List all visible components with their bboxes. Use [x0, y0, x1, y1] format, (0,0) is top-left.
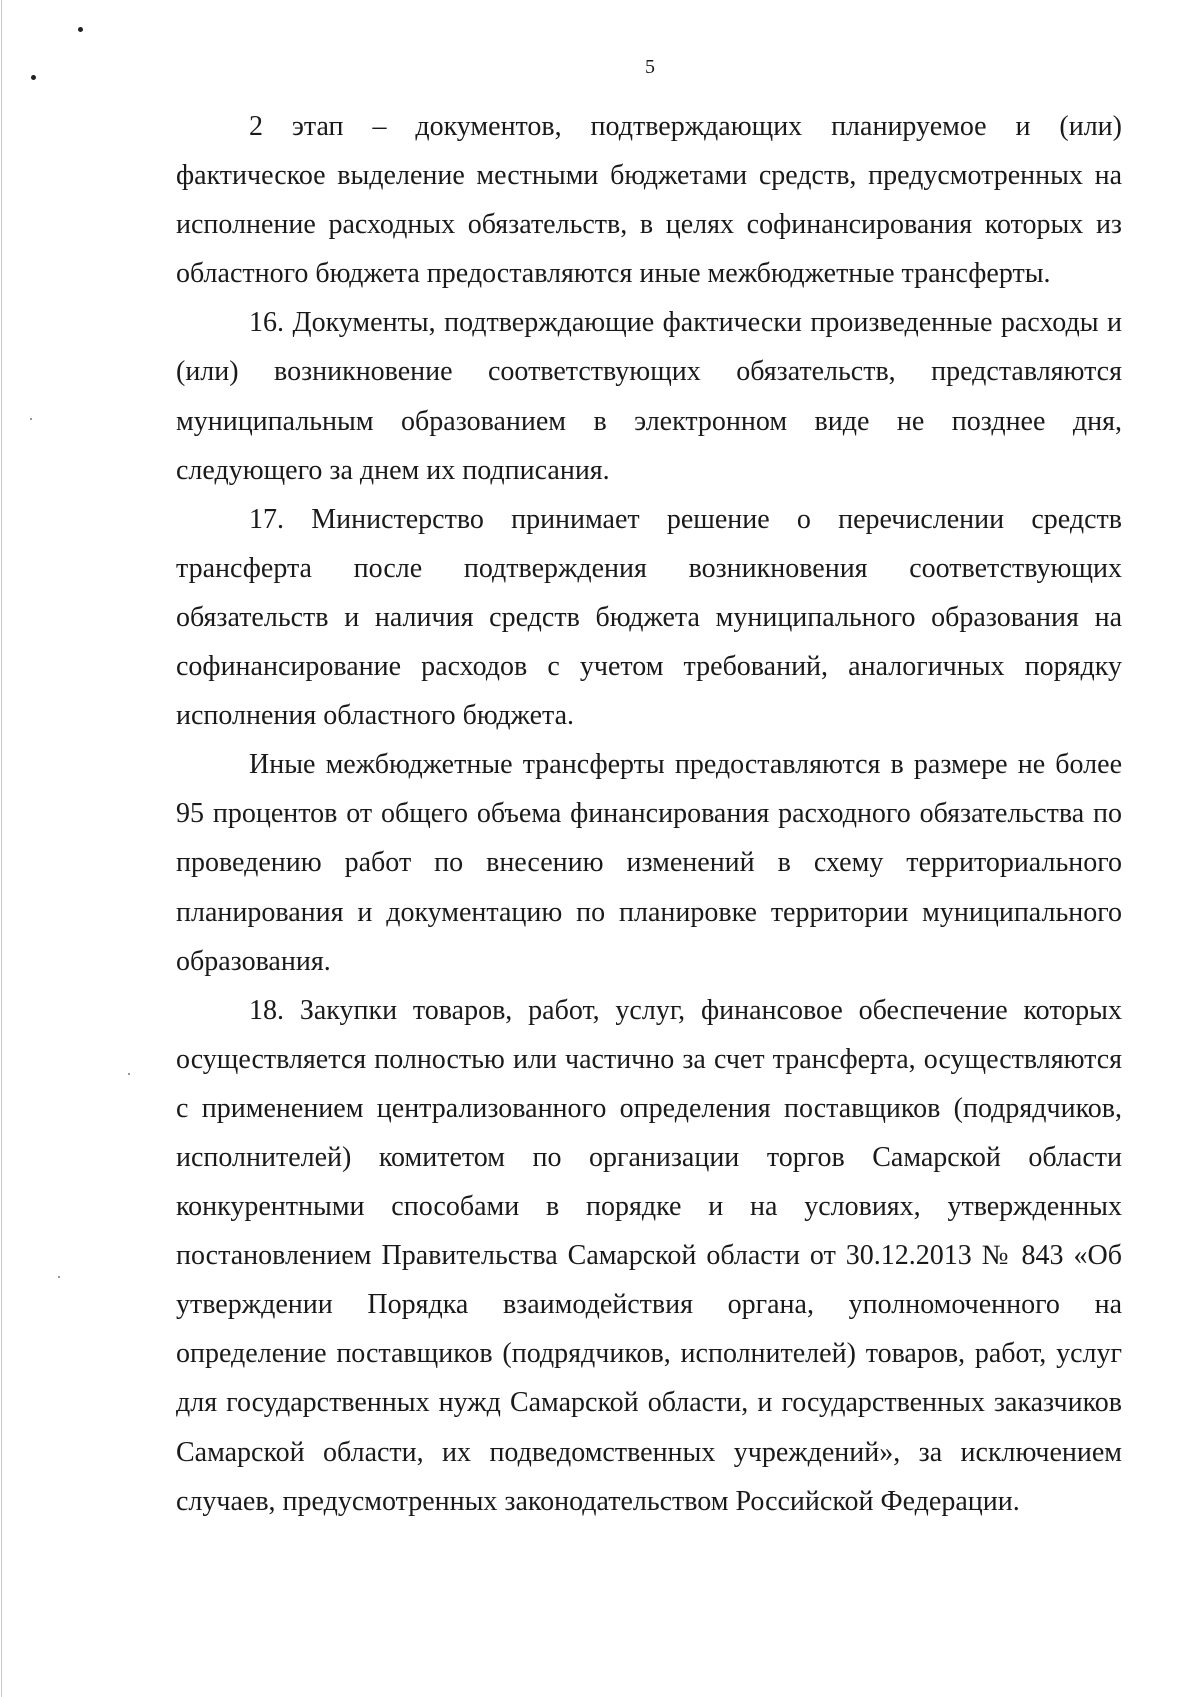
paragraph-stage-2: 2 этап – документов, подтверждающих планируемое и (или) фактическое выделение местными бюджетами средств, предусмотренных на исполнение расходных обязательств, в целях софинансирования которых из областного бюджета предоставляются иные межбюджетные трансферты.	[176, 111, 1122, 290]
paragraph-transfer-limit: Иные межбюджетные трансферты предоставляются в размере не более 95 процентов от общего объема финансирования расходного обязательства по проведению работ по внесению изменений в схему территориального планирования и документацию по планировке территории муниципального образования.	[176, 749, 1122, 977]
scan-edge-line	[1, 0, 2, 1697]
page-number: 5	[645, 56, 655, 78]
paragraph-18: 18. Закупки товаров, работ, услуг, финансовое обеспечение которых осуществляется полностью или частично за счет трансферта, осуществляются с применением централизованного определения поставщиков (подрядчиков, исполнителей) комитетом по организации торгов Самарской области конкурентными способами в порядке и на условиях, утвержденных постановлением Правительства Самарской области от 30.12.2013 № 843 «Об утверждении Порядка взаимодействия органа, уполномоченного на определение поставщиков (подрядчиков, исполнителей) товаров, работ, услуг для государственных нужд Самарской области, и государственных заказчиков Самарской области, их подведомственных учреждений», за исключением случаев, предусмотренных законодательством Российской Федерации.	[176, 994, 1122, 1517]
paragraph-16: 16. Документы, подтверждающие фактически произведенные расходы и (или) возникновение соответствующих обязательств, представляются муниципальным образованием в электронном виде не позднее дня, следующего за днем их подписания.	[176, 307, 1122, 486]
scan-speck	[78, 27, 83, 32]
scan-speck	[58, 1276, 60, 1278]
scan-speck	[128, 1073, 130, 1075]
document-body	[176, 102, 1122, 1526]
paragraph-17: 17. Министерство принимает решение о перечислении средств трансферта после подтверждения возникновения соответствующих обязательств и наличия средств бюджета муниципального образования на софинансирование расходов с учетом требований, аналогичных порядку исполнения областного бюджета.	[176, 503, 1122, 732]
scan-speck	[31, 75, 36, 80]
scan-speck	[30, 418, 32, 420]
